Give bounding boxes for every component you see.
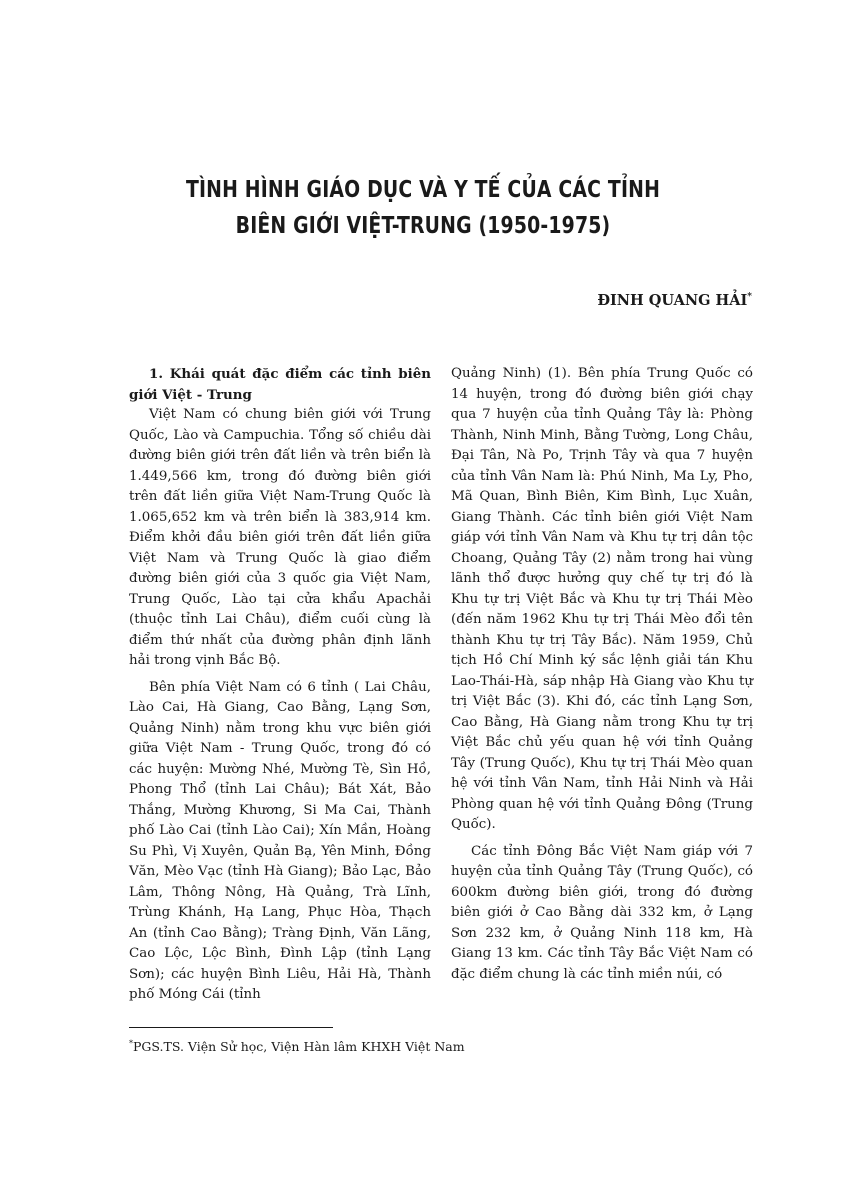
article-title [76, 172, 770, 244]
left-column [129, 364, 431, 1006]
author-name: ĐINH QUANG HẢI [597, 292, 748, 309]
left-paragraph-1: Việt Nam có chung biên giới với Trung Quốc, Lào và Campuchia. Tổng số chiều dài đường biên giới trên đất liền và trên biển là 1.449,566 km, trong đó đường biên giới trên đất liền giữa Việt Nam-Trung Quốc là 1.065,652 km và trên biển là 383,914 km. Điểm khởi đầu biên giới trên đất liền giữa Việt Nam và Trung Quốc là giao điểm đường biên giới của 3 quốc gia Việt Nam, Trung Quốc, Lào tại cửa khẩu Apachải (thuộc tỉnh Lai Châu), điểm cuối cùng là điểm thứ nhất của đường phân định lãnh hải trong vịnh Bắc Bộ. [129, 407, 431, 668]
author-byline [597, 292, 752, 309]
title-line-1: TÌNH HÌNH GIÁO DỤC VÀ Y TẾ CỦA CÁC TỈNH [185, 177, 661, 203]
footnote [129, 1039, 465, 1054]
footnote-divider [129, 1027, 333, 1028]
right-column [451, 364, 753, 985]
footnote-mark: * [129, 1039, 133, 1048]
right-paragraph-1: Quảng Ninh) (1). Bên phía Trung Quốc có 14 huyện, trong đó đường biên giới chạy qua 7 huyện của tỉnh Quảng Tây là: Phòng Thành, Ninh Minh, Bằng Tường, Long Châu, Đại Tân, Nà Po, Trịnh Tây và qua 7 huyện của tỉnh Vân Nam là: Phú Ninh, Ma Ly, Pho, Mã Quan, Bình Biên, Kim Bình, Lục Xuân, Giang Thành. Các tỉnh biên giới Việt Nam giáp với tỉnh Vân Nam và Khu tự trị dân tộc Choang, Quảng Tây (2) nằm trong hai vùng lãnh thổ được hưởng quy chế tự trị đó là Khu tự trị Việt Bắc và Khu tự trị Thái Mèo (đến năm 1962 Khu tự trị Thái Mèo đổi tên thành Khu tự trị Tây Bắc). Năm 1959, Chủ tịch Hồ Chí Minh ký sắc lệnh giải tán Khu Lao-Thái-Hà, sáp nhập Hà Giang vào Khu tự trị Việt Bắc (3). Khi đó, các tỉnh Lạng Sơn, Cao Bằng, Hà Giang nằm trong Khu tự trị Việt Bắc chủ yếu quan hệ với tỉnh Quảng Tây (Trung Quốc), Khu tự trị Thái Mèo quan hệ với tỉnh Vân Nam, tỉnh Hải Ninh và Hải Phòng quan hệ với tỉnh Quảng Đông (Trung Quốc). [451, 366, 753, 832]
author-footnote-mark: * [747, 292, 752, 303]
section-heading: 1. Khái quát đặc điểm các tỉnh biên giới Việt - Trung [129, 366, 431, 403]
footnote-text: PGS.TS. Viện Sử học, Viện Hàn lâm KHXH Việt Nam [133, 1039, 465, 1055]
title-line-2: BIÊN GIỚI VIỆT-TRUNG (1950-1975) [235, 213, 611, 239]
right-paragraph-2: Các tỉnh Đông Bắc Việt Nam giáp với 7 huyện của tỉnh Quảng Tây (Trung Quốc), có 600km đường biên giới, trong đó đường biên giới ở Cao Bằng dài 332 km, ở Lạng Sơn 232 km, ở Quảng Ninh 118 km, Hà Giang 13 km. Các tỉnh Tây Bắc Việt Nam có đặc điểm chung là các tỉnh miền núi, có [451, 843, 753, 982]
left-paragraph-2: Bên phía Việt Nam có 6 tỉnh ( Lai Châu, Lào Cai, Hà Giang, Cao Bằng, Lạng Sơn, Quảng Ninh) nằm trong khu vực biên giới giữa Việt Nam - Trung Quốc, trong đó có các huyện: Mường Nhé, Mường Tè, Sìn Hồ, Phong Thổ (tỉnh Lai Châu); Bát Xát, Bảo Thắng, Mường Khương, Si Ma Cai, Thành phố Lào Cai (tỉnh Lào Cai); Xín Mần, Hoàng Su Phì, Vị Xuyên, Quản Bạ, Yên Minh, Đồng Văn, Mèo Vạc (tỉnh Hà Giang); Bảo Lạc, Bảo Lâm, Thông Nông, Hà Quảng, Trà Lĩnh, Trùng Khánh, Hạ Lang, Phục Hòa, Thạch An (tỉnh Cao Bằng); Tràng Định, Văn Lãng, Cao Lộc, Lộc Bình, Đình Lập (tỉnh Lạng Sơn); các huyện Bình Liêu, Hải Hà, Thành phố Móng Cái (tỉnh [129, 679, 431, 1002]
